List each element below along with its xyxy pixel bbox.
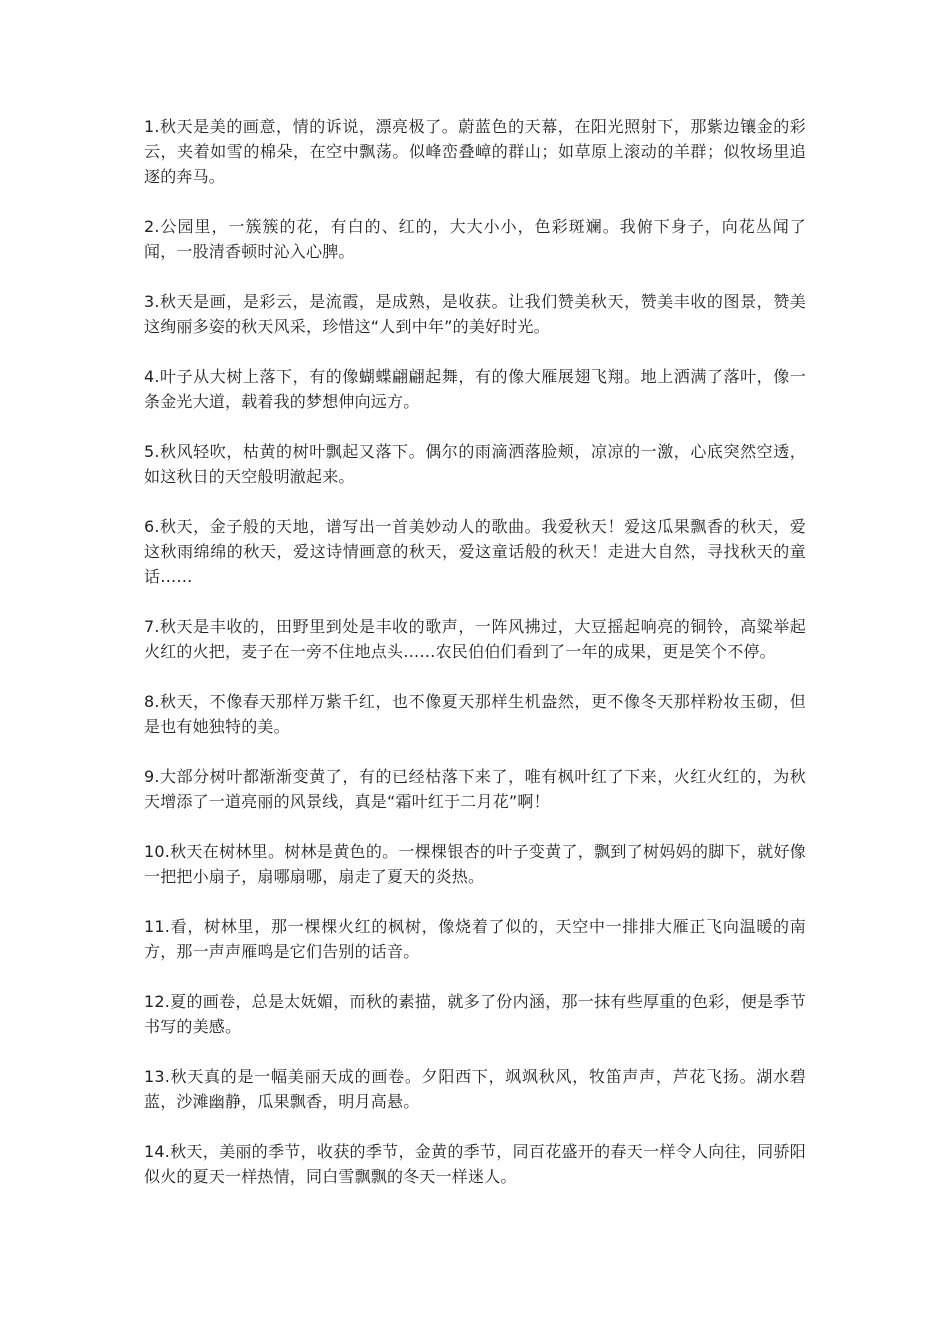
paragraph-8: 8.秋天，不像春天那样万紫千红，也不像夏天那样生机盎然，更不像冬天那样粉妆玉砌，但是也有她独特的美。: [144, 692, 806, 736]
paragraph-2: 2.公园里，一簇簇的花，有白的、红的，大大小小，色彩斑斓。我俯下身子，向花丛闻了闻，一股清香顿时沁入心脾。: [144, 217, 806, 261]
paragraph-14: 14.秋天，美丽的季节，收获的季节，金黄的季节，同百花盛开的春天一样令人向往，同骄阳似火的夏天一样热情，同白雪飘飘的冬天一样迷人。: [144, 1142, 806, 1186]
paragraph-1: 1.秋天是美的画意，情的诉说，漂亮极了。蔚蓝色的天幕，在阳光照射下，那紫边镶金的彩云，夹着如雪的棉朵，在空中飘荡。似峰峦叠嶂的群山；如草原上滚动的羊群；似牧场里追逐的奔马。: [144, 117, 806, 186]
paragraph-9: 9.大部分树叶都渐渐变黄了，有的已经枯落下来了，唯有枫叶红了下来，火红火红的，为秋天增添了一道亮丽的风景线，真是“霜叶红于二月花”啊！: [144, 767, 806, 811]
paragraph-11: 11.看，树林里，那一棵棵火红的枫树，像烧着了似的，天空中一排排大雁正飞向温暖的南方，那一声声雁鸣是它们告别的话音。: [144, 917, 806, 961]
paragraph-12: 12.夏的画卷，总是太妩媚，而秋的素描，就多了份内涵，那一抹有些厚重的色彩，便是季节书写的美感。: [144, 992, 806, 1036]
paragraph-10: 10.秋天在树林里。树林是黄色的。一棵棵银杏的叶子变黄了，飘到了树妈妈的脚下，就好像一把把小扇子，扇哪扇哪，扇走了夏天的炎热。: [144, 842, 806, 886]
paragraph-13: 13.秋天真的是一幅美丽天成的画卷。夕阳西下，飒飒秋风，牧笛声声，芦花飞扬。湖水碧蓝，沙滩幽静，瓜果飘香，明月高悬。: [144, 1067, 806, 1111]
paragraph-5: 5.秋风轻吹，枯黄的树叶飘起又落下。偶尔的雨滴洒落脸颊，凉凉的一激，心底突然空透，如这秋日的天空般明澈起来。: [144, 442, 806, 486]
paragraph-7: 7.秋天是丰收的，田野里到处是丰收的歌声，一阵风拂过，大豆摇起响亮的铜铃，高粱举起火红的火把，麦子在一旁不住地点头……农民伯伯们看到了一年的成果，更是笑个不停。: [144, 617, 806, 661]
paragraph-6: 6.秋天，金子般的天地，谱写出一首美妙动人的歌曲。我爱秋天！爱这瓜果飘香的秋天，爱这秋雨绵绵的秋天，爱这诗情画意的秋天，爱这童话般的秋天！走进大自然，寻找秋天的童话……: [144, 517, 806, 586]
paragraph-3: 3.秋天是画，是彩云，是流霞，是成熟，是收获。让我们赞美秋天，赞美丰收的图景，赞美这绚丽多姿的秋天风采，珍惜这“人到中年”的美好时光。: [144, 292, 806, 336]
document-body: [144, 114, 806, 1214]
paragraph-4: 4.叶子从大树上落下，有的像蝴蝶翩翩起舞，有的像大雁展翅飞翔。地上洒满了落叶，像一条金光大道，载着我的梦想伸向远方。: [144, 367, 806, 411]
